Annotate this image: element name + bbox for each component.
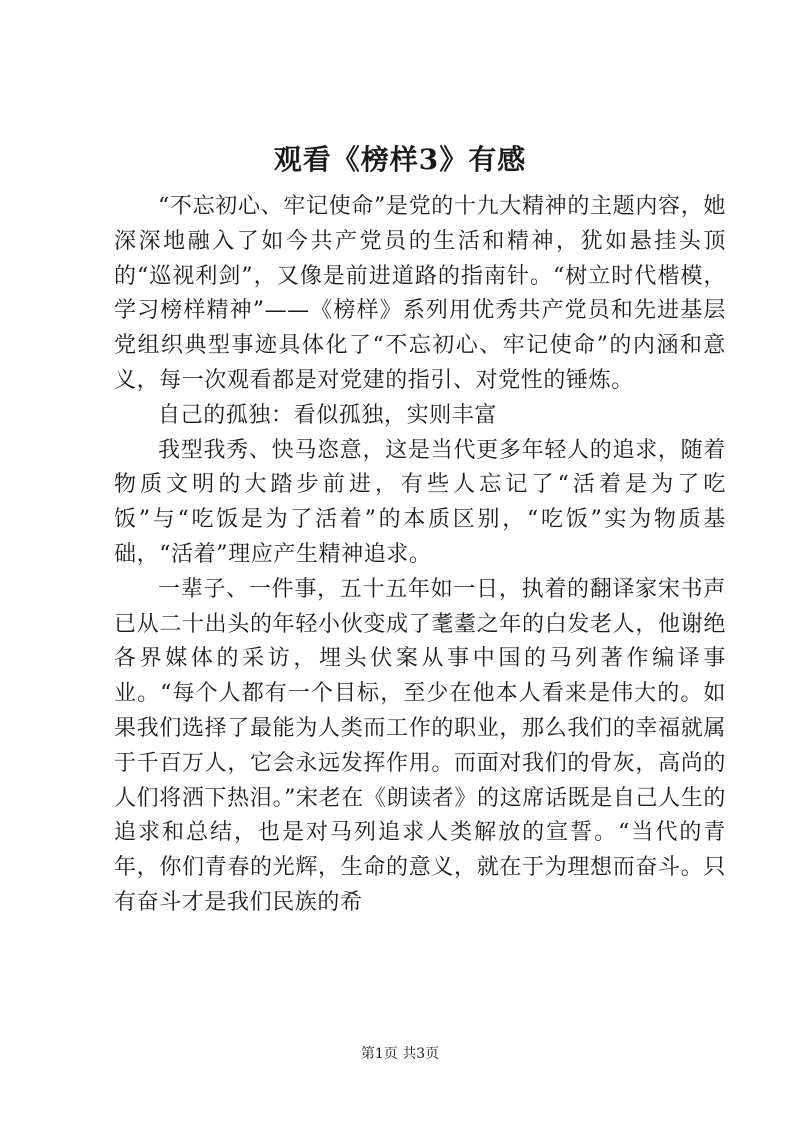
section-heading: 自己的孤独：看似孤独，实则丰富 <box>158 402 498 428</box>
document-title: 观看《榜样3》有感 <box>273 143 527 176</box>
page-footer: 第1页 共3页 <box>360 1046 440 1062</box>
paragraph-intro: “不忘初心、牢记使命”是党的十九大精神的主题内容，她深深地融入了如今共产党员的生活和精神，犹如悬挂头顶的“巡视利剑”，又像是前进道路的指南针。“树立时代楷模，学习榜样精神”——《榜样》系列用优秀共产党员和先进基层党组织典型事迹具体化了“不忘初心、牢记使命”的内涵和意义，每一次观看都是对党建的指引、对党性的锤炼。 <box>114 194 726 393</box>
paragraph-youth: 我型我秀、快马恣意，这是当代更多年轻人的追求，随着物质文明的大踏步前进，有些人忘记了“活着是为了吃饭”与“吃饭是为了活着”的本质区别，“吃饭”实为物质基础，“活着”理应产生精神追求。 <box>114 437 726 567</box>
paragraph-song-shusheng: 一辈子、一件事，五十五年如一日，执着的翻译家宋书声已从二十出头的年轻小伙变成了耄耋之年的白发老人，他谢绝各界媒体的采访，埋头伏案从事中国的马列著作编译事业。“每个人都有一个目标，至少在他本人看来是伟大的。如果我们选择了最能为人类而工作的职业，那么我们的幸福就属于千百万人，它会永远发挥作用。而面对我们的骨灰，高尚的人们将洒下热泪。”宋老在《朗读者》的这席话既是自己人生的追求和总结，也是对马列追求人类解放的宣誓。“当代的青年，你们青春的光辉，生命的意义，就在于为理想而奋斗。只有奋斗才是我们民族的希 <box>114 576 726 915</box>
document-body <box>114 190 726 921</box>
